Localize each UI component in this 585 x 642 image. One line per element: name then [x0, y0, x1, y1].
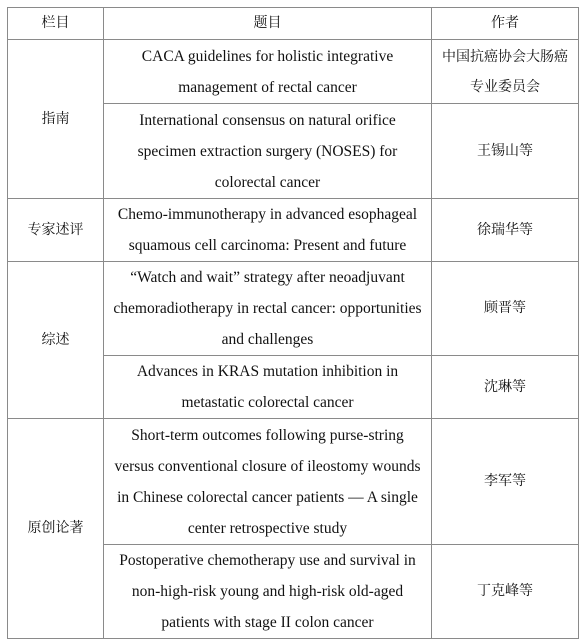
- article-author: 丁克峰等: [432, 545, 579, 639]
- table-row: [8, 262, 579, 356]
- article-author: 中国抗癌协会大肠癌专业委员会: [432, 40, 579, 104]
- header-title: 题目: [104, 8, 432, 40]
- article-title: Chemo-immunotherapy in advanced esophageal squamous cell carcinoma: Present and future: [104, 199, 432, 262]
- article-title: Postoperative chemotherapy use and survival in non-high-risk young and high-risk old-aged patients with stage II colon cancer: [104, 545, 432, 639]
- table-row: [8, 199, 579, 262]
- category-cell: 综述: [8, 262, 104, 419]
- article-title: CACA guidelines for holistic integrative management of rectal cancer: [104, 40, 432, 104]
- article-author: 王锡山等: [432, 104, 579, 199]
- category-cell: 原创论著: [8, 419, 104, 639]
- category-cell: 指南: [8, 40, 104, 199]
- article-author: 沈琳等: [432, 356, 579, 419]
- article-title: International consensus on natural orifice specimen extraction surgery (NOSES) for colorectal cancer: [104, 104, 432, 199]
- article-title: Advances in KRAS mutation inhibition in metastatic colorectal cancer: [104, 356, 432, 419]
- article-title: “Watch and wait” strategy after neoadjuvant chemoradiotherapy in rectal cancer: opportunities and challenges: [104, 262, 432, 356]
- article-title: Short-term outcomes following purse-string versus conventional closure of ileostomy wounds in Chinese colorectal cancer patients — A single center retrospective study: [104, 419, 432, 545]
- header-column: 栏目: [8, 8, 104, 40]
- header-row: [8, 8, 579, 40]
- table-row: [8, 40, 579, 104]
- header-author: 作者: [432, 8, 579, 40]
- article-author: 顾晋等: [432, 262, 579, 356]
- article-table: [7, 7, 579, 639]
- article-author: 徐瑞华等: [432, 199, 579, 262]
- table-row: [8, 419, 579, 545]
- article-author: 李军等: [432, 419, 579, 545]
- category-cell: 专家述评: [8, 199, 104, 262]
